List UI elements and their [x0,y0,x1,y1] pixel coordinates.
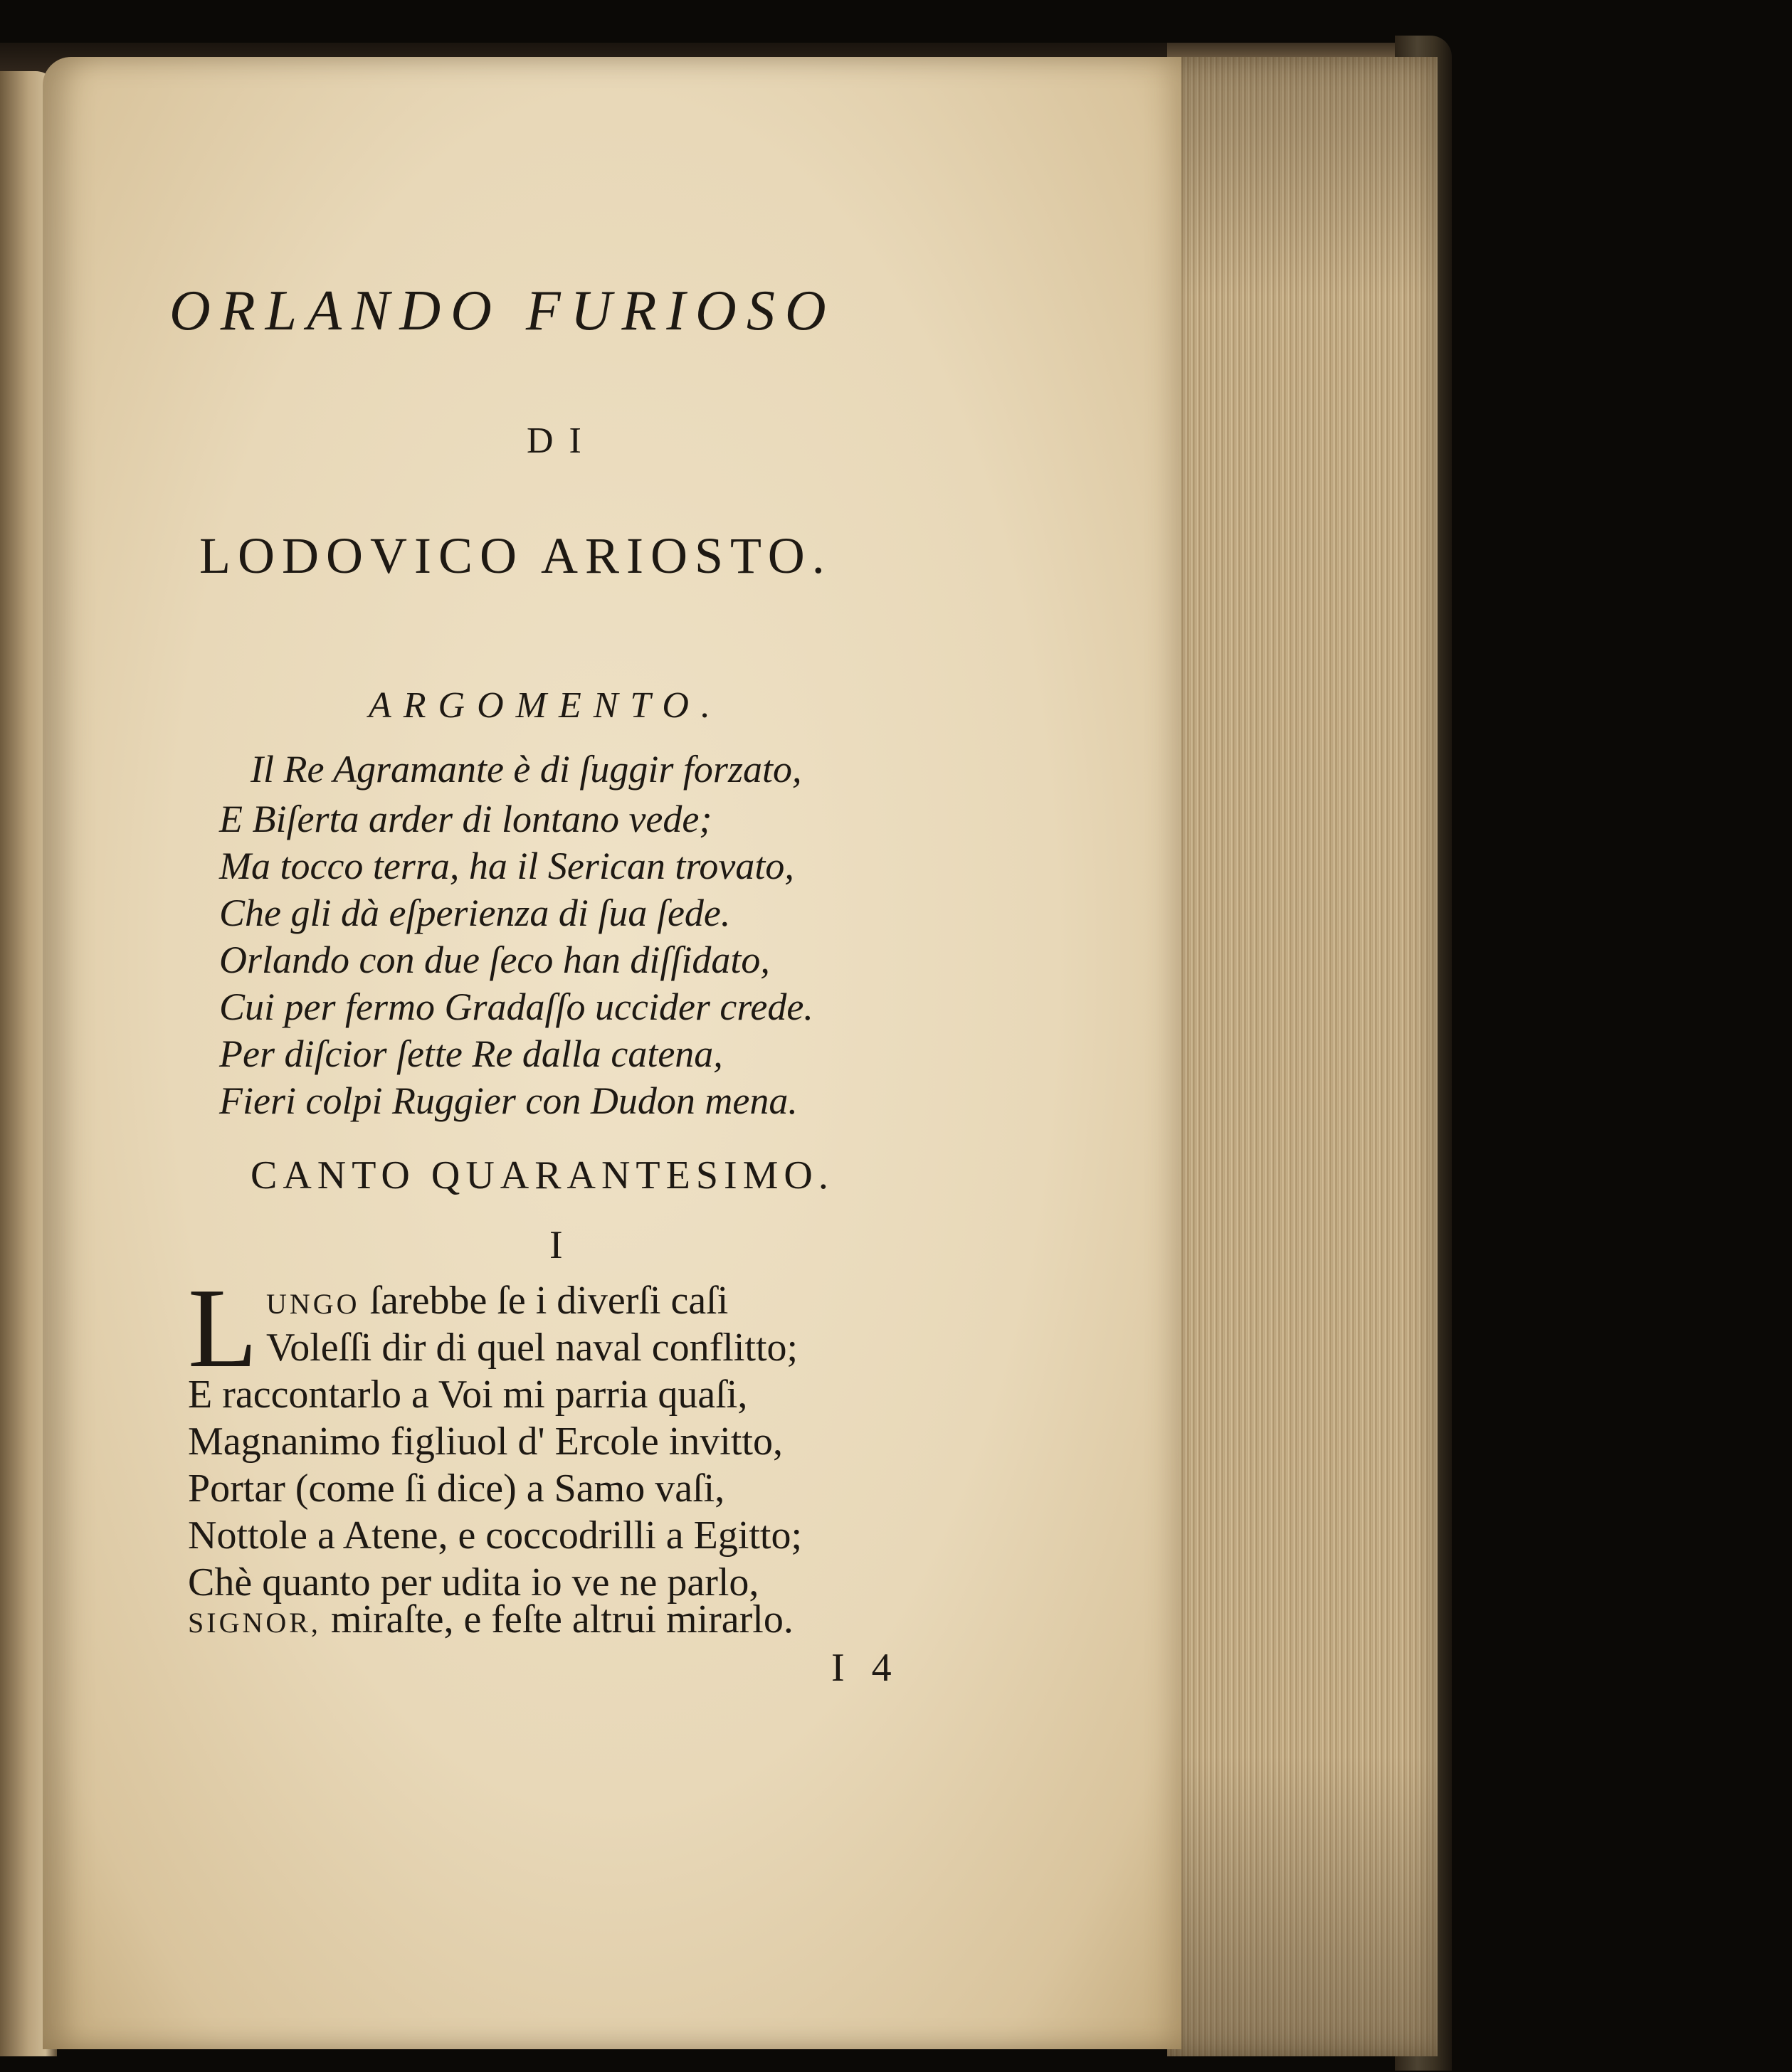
argomento-line: Orlando con due ſeco han diſſidato, [219,939,770,981]
work-title: ORLANDO FURIOSO [169,280,836,342]
verse-line: Chè quanto per udita io ve ne parlo, [188,1560,759,1605]
argomento-line: Fieri colpi Ruggier con Dudon mena. [219,1079,798,1122]
verse-line: Nottole a Atene, e coccodrilli a Egitto; [188,1513,803,1558]
title-di: DI [527,421,597,461]
verse-line-1 [266,1278,728,1323]
argomento-line: Che gli dà eſperienza di ſua ſede. [219,892,731,934]
signor-smallcaps: SIGNOR, [188,1607,321,1639]
verse-line: Portar (come ſi dice) a Samo vaſi, [188,1466,725,1511]
first-line-rest: ſarebbe ſe i diverſi caſi [369,1279,729,1323]
verse-line: Voleſſi dir di quel naval conflitto; [266,1326,799,1370]
verse-line: E raccontarlo a Voi mi parria quaſi, [188,1373,748,1417]
first-word-smallcaps: UNGO [266,1288,360,1320]
argomento-line: Il Re Agramante è di ſuggir forzato, [251,748,802,791]
verse-line-last [188,1597,794,1642]
author-name: LODOVICO ARIOSTO. [199,527,832,584]
stanza-number: I [549,1223,563,1267]
argomento-line: E Biſerta arder di lontano vede; [219,798,712,840]
argomento-line: Ma tocco terra, ha il Serican trovato, [219,845,794,887]
argomento-heading: ARGOMENTO. [369,685,722,726]
drop-capital: L [188,1264,258,1391]
verse-line: Magnanimo figliuol d' Ercole invitto, [188,1420,783,1464]
argomento-line: Per diſcior ſette Re dalla catena, [219,1032,723,1075]
argomento-line: Cui per fermo Gradaſſo uccider crede. [219,985,813,1028]
last-line-rest: miraſte, e feſte altrui mirarlo. [330,1597,794,1642]
canto-heading: CANTO QUARANTESIMO. [251,1153,834,1198]
signature-mark: I 4 [831,1646,900,1690]
